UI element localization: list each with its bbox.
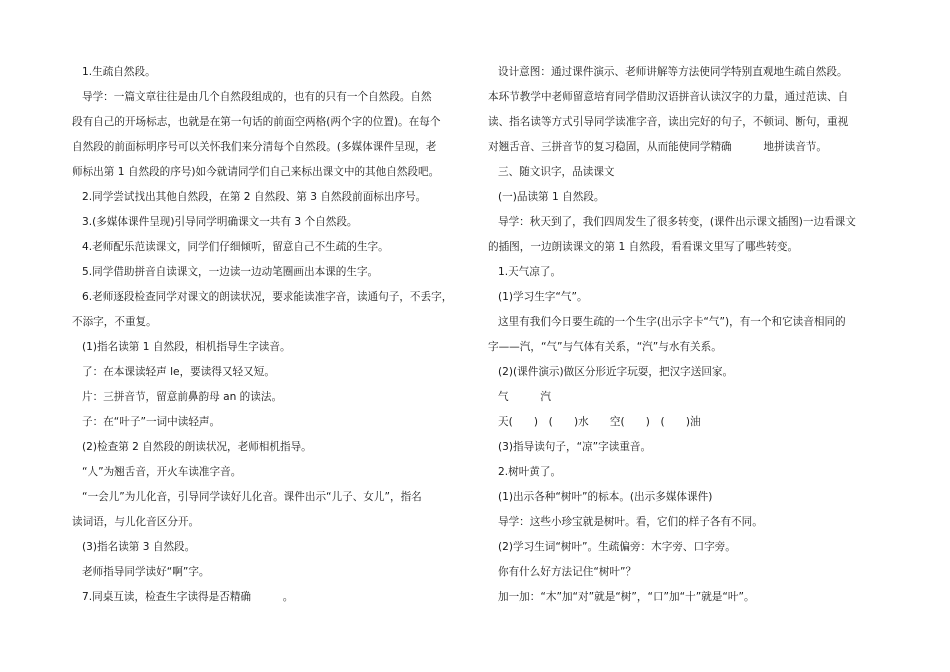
paragraph: 段有自己的开场标志，也就是在第一句话的前面空两格(两个字的位置)。在每个 [72,116,441,128]
paragraph: (1)学习生字“气”。 [498,291,588,303]
paragraph: 设计意图：通过课件演示、老师讲解等方法使同学特别直观地生疏自然段。 [498,66,848,78]
paragraph: 7.同桌互读，检查生字读得是否精确 。 [82,591,294,603]
paragraph: (3)指名读第 3 自然段。 [82,541,196,553]
paragraph: (2)(课件演示)做区分形近字玩耍，把汉字送回家。 [498,366,734,378]
paragraph: 不添字，不重复。 [72,316,157,328]
paragraph: 片：三拼音节，留意前鼻韵母 an 的读法。 [82,391,283,403]
paragraph: (2)检查第 2 自然段的朗读状况，老师相机指导。 [82,441,312,453]
paragraph: 4.老师配乐范读课文，同学们仔细倾听，留意自己不生疏的生字。 [82,241,389,253]
paragraph: (1)指名读第 1 自然段，相机指导生字读音。 [82,341,291,353]
paragraph: 了：在本课读轻声 le，要读得又轻又短。 [82,366,275,378]
paragraph: 子：在“叶子”一词中读轻声。 [82,416,221,428]
paragraph: 5.同学借助拼音自读课文，一边读一边动笔圈画出本课的生字。 [82,266,379,278]
paragraph: 老师指导同学读好“啊”字。 [82,566,210,578]
paragraph: 读、指名读等方式引导同学读准字音，读出完好的句子，不顿词、断句，重视 [488,116,849,128]
subsection-heading: (一)品读第 1 自然段。 [498,191,605,203]
section-heading: 三、随文识字，品读课文 [498,166,615,178]
paragraph: 师标出第 1 自然段的序号)如今就请同学们自己来标出课文中的其他自然段吧。 [72,166,440,178]
paragraph: 2.同学尝试找出其他自然段，在第 2 自然段、第 3 自然段前面标出序号。 [82,191,427,203]
paragraph: 1.生疏自然段。 [82,66,156,78]
fill-in-exercise: 天( ) ( )水 空( ) ( )油 [498,416,701,428]
paragraph: (2)学习生词“树叶”。生疏偏旁：木字旁、口字旁。 [498,541,736,553]
right-column [488,60,886,610]
paragraph: 读词语，与儿化音区分开。 [72,516,200,528]
paragraph: 的插图，一边朗读课文的第 1 自然段，看看课文里写了哪些转变。 [488,241,799,253]
paragraph: 1.天气凉了。 [498,266,562,278]
paragraph: 导学：这些小珍宝就是树叶。看，它们的样子各有不同。 [498,516,763,528]
paragraph: 对翘舌音、三拼音节的复习稳固，从而能使同学精确 地拼读音节。 [488,141,827,153]
paragraph: 字——汽，“气”与气体有关系，“汽”与水有关系。 [488,341,722,353]
paragraph: (1)出示各种“树叶”的标本。(出示多媒体课件) [498,491,713,503]
paragraph: “人”为翘舌音，开火车读准字音。 [82,466,242,478]
paragraph: 导学：秋天到了，我们四周发生了很多转变，(课件出示课文插图)一边看课文 [498,216,856,228]
paragraph: 加一加：“木”加“对”就是“树”，“口”加“十”就是“叶”。 [498,591,755,603]
paragraph: “一会儿”为儿化音，引导同学读好儿化音。课件出示“儿子、女儿”，指名 [82,491,422,503]
character-pair: 气 汽 [498,391,551,403]
paragraph: 导学：一篇文章往往是由几个自然段组成的，也有的只有一个自然段。自然 [82,91,432,103]
paragraph: (3)指导读句子，“凉”字读重音。 [498,441,652,453]
paragraph: 3.(多媒体课件呈现)引导同学明确课文一共有 3 个自然段。 [82,216,358,228]
left-column [72,60,468,610]
paragraph: 这里有我们今日要生疏的一个生字(出示字卡“气”)，有一个和它读音相同的 [498,316,846,328]
paragraph: 本环节教学中老师留意培育同学借助汉语拼音认读汉字的力量，通过范读、自 [488,91,849,103]
paragraph: 你有什么好方法记住“树叶”？ [498,566,637,578]
paragraph: 自然段的前面标明序号可以关怀我们来分清每个自然段。(多媒体课件呈现，老 [72,141,437,153]
paragraph: 6.老师逐段检查同学对课文的朗读状况，要求能读准字音，读通句子，不丢字， [82,291,453,303]
paragraph: 2.树叶黄了。 [498,466,562,478]
